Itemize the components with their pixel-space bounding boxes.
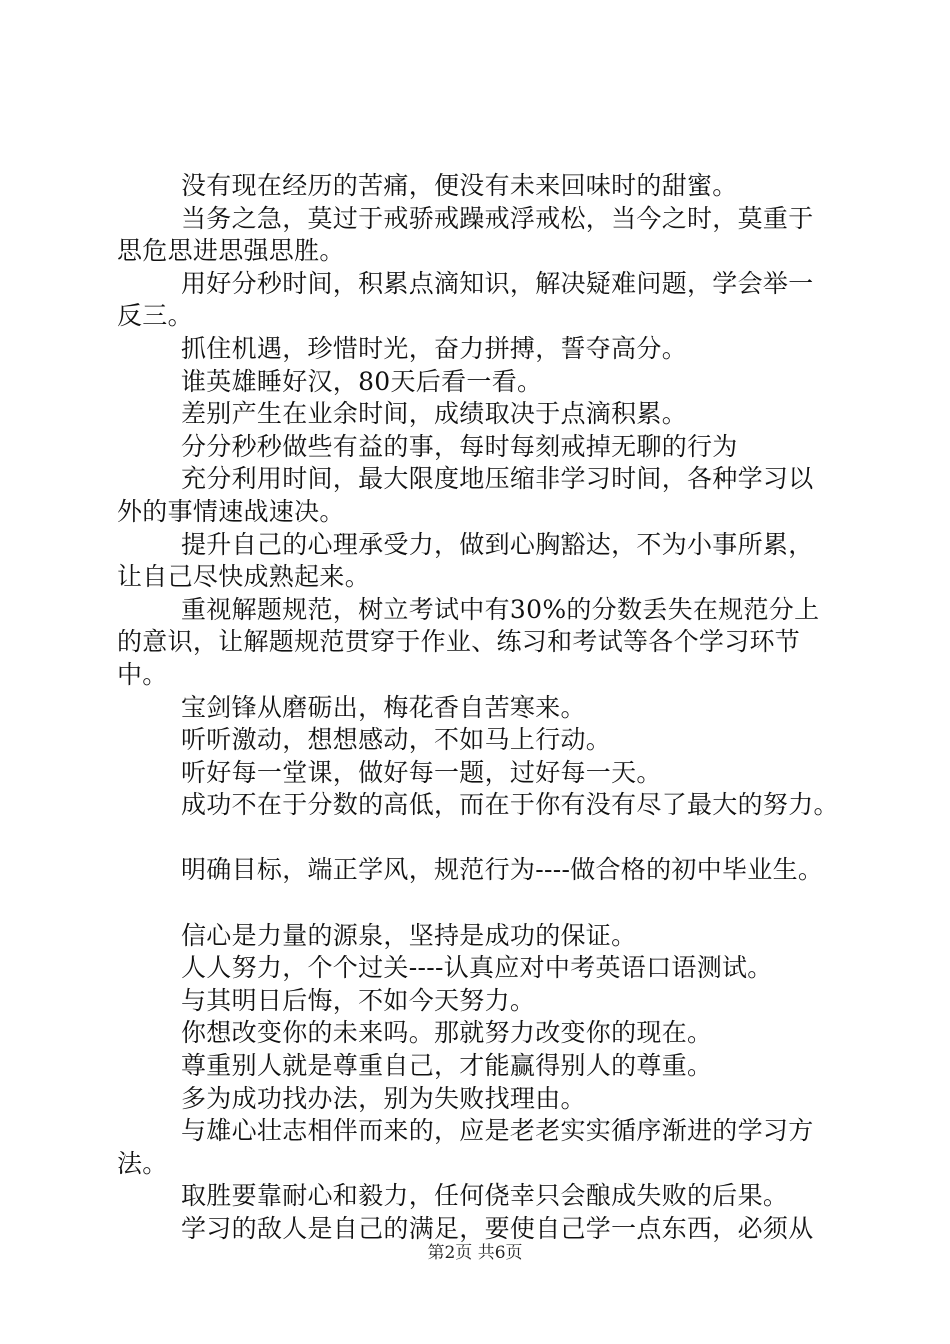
text-line: 的意识，让解题规范贯穿于作业、练习和考试等各个学习环节 [117,627,801,657]
text-line: 抓住机遇，珍惜时光，奋力拼搏，誓夺高分。 [181,333,688,363]
text-line: 差别产生在业余时间，成绩取决于点滴积累。 [181,399,688,429]
text-line: 思危思进思强思胜。 [117,236,345,266]
text-line: 分分秒秒做些有益的事，每时每刻戒掉无聊的行为 [181,431,738,461]
text-line: 没有现在经历的苦痛，便没有未来回味时的甜蜜。 [181,171,738,200]
text-line: 多为成功找办法，别为失败找理由。 [181,1083,586,1113]
text-line: 明确目标，端正学风，规范行为----做合格的初中毕业生。 [181,855,824,885]
text-line: 外的事情速战速决。 [117,496,345,526]
text-line: 与雄心壮志相伴而来的，应是老老实实循序渐进的学习方 [181,1116,814,1146]
text-line: 听好每一堂课，做好每一题，过好每一天。 [181,757,662,787]
text-line: 与其明日后悔，不如今天努力。 [181,985,536,1015]
text-line: 当务之急，莫过于戒骄戒躁戒浮戒松，当今之时，莫重于 [181,203,814,233]
text-line: 学习的敌人是自己的满足，要使自己学一点东西，必须从 [181,1214,814,1243]
document-body [117,170,837,1246]
text-line: 信心是力量的源泉，坚持是成功的保证。 [181,920,637,950]
text-line: 反三。 [117,301,193,331]
text-line: 提升自己的心理承受力，做到心胸豁达，不为小事所累， [181,529,814,559]
blank-line [117,822,837,855]
text-line: 中。 [117,659,168,689]
text-line: 谁英雄睡好汉，80天后看一看。 [181,366,543,396]
text-line: 你想改变你的未来吗。那就努力改变你的现在。 [181,1018,713,1048]
text-line: 听听激动，想想感动，不如马上行动。 [181,725,612,755]
text-line: 宝剑锋从磨砺出，梅花香自苦寒来。 [181,692,586,722]
text-line: 充分利用时间，最大限度地压缩非学习时间，各种学习以 [181,464,814,494]
text-line: 让自己尽快成熟起来。 [117,562,371,592]
text-line: 人人努力，个个过关----认真应对中考英语口语测试。 [181,953,773,983]
text-line: 用好分秒时间，积累点滴知识，解决疑难问题，学会举一 [181,268,814,298]
page-footer: 第2页 共6页 [427,1243,523,1263]
text-line: 法。 [117,1148,168,1178]
blank-line [117,887,837,920]
text-line: 重视解题规范，树立考试中有30%的分数丢失在规范分上 [181,594,820,624]
text-line: 尊重别人就是尊重自己，才能赢得别人的尊重。 [181,1051,713,1081]
text-line: 成功不在于分数的高低，而在于你有没有尽了最大的努力。 [181,790,839,820]
text-line: 取胜要靠耐心和毅力，任何侥幸只会酿成失败的后果。 [181,1181,789,1211]
